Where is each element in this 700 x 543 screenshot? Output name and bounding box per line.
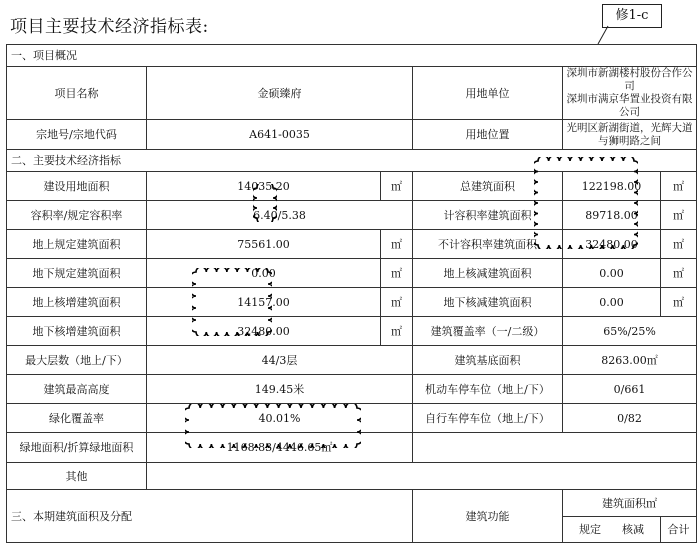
section-row xyxy=(7,45,697,67)
unit-sqm: ㎡ xyxy=(381,230,413,259)
bike-parking-label: 自行车停车位（地上/下） xyxy=(413,404,563,433)
table-row xyxy=(7,317,697,346)
coverage-value: 65%/25% xyxy=(563,317,697,346)
location-value: 光明区新湖街道，光辉大道与狮明路之间 xyxy=(563,120,697,150)
table-row xyxy=(7,433,697,463)
land-user-label: 用地单位 xyxy=(413,67,563,120)
above-rule-label: 地上规定建筑面积 xyxy=(7,230,147,259)
coverage-label: 建筑覆盖率（一/二级） xyxy=(413,317,563,346)
table-row xyxy=(7,230,697,259)
far-label: 容积率/规定容积率 xyxy=(7,201,147,230)
empty-cell xyxy=(413,433,697,463)
total-floor-area-label: 总建筑面积 xyxy=(413,172,563,201)
below-reduce-value: 0.00 xyxy=(563,288,661,317)
land-user-line1: 深圳市新湖楼村股份合作公司 xyxy=(566,67,693,92)
table-row xyxy=(7,201,697,230)
above-increase-value: 14157.00 xyxy=(147,288,381,317)
green-area-value: 1168.83/4446.65㎡ xyxy=(147,433,413,463)
green-rate-value: 40.01% xyxy=(147,404,413,433)
unit-sqm: ㎡ xyxy=(381,172,413,201)
project-name-value: 金硕臻府 xyxy=(147,67,413,120)
above-reduce-label: 地上核减建筑面积 xyxy=(413,259,563,288)
below-increase-label: 地下核增建筑面积 xyxy=(7,317,147,346)
below-increase-value: 32480.00 xyxy=(147,317,381,346)
far-rule: 5.38 xyxy=(281,208,306,222)
car-parking-label: 机动车停车位（地上/下） xyxy=(413,375,563,404)
unit-sqm: ㎡ xyxy=(661,288,697,317)
table-row xyxy=(7,288,697,317)
unit-sqm: ㎡ xyxy=(381,288,413,317)
section-row xyxy=(7,150,697,172)
non-far-value: 32480.00 xyxy=(563,230,661,259)
table-row xyxy=(7,490,697,517)
section-overview: 一、项目概况 xyxy=(7,45,697,67)
unit-sqm: ㎡ xyxy=(381,317,413,346)
phase-subcols xyxy=(563,517,661,543)
car-parking-value: 0/661 xyxy=(563,375,697,404)
page-title: 项目主要技术经济指标表: xyxy=(10,17,209,37)
table-row xyxy=(7,67,697,120)
unit-sqm: ㎡ xyxy=(661,259,697,288)
land-user-value xyxy=(563,67,697,120)
table-row xyxy=(7,346,697,375)
unit-sqm: ㎡ xyxy=(661,172,697,201)
below-rule-value: 0.00 xyxy=(147,259,381,288)
floors-label: 最大层数（地上/下） xyxy=(7,346,147,375)
below-rule-label: 地下规定建筑面积 xyxy=(7,259,147,288)
indicator-table xyxy=(6,44,697,543)
land-user-line2: 深圳市满京华置业投资有限公司 xyxy=(566,93,693,118)
col-reduce-label: 核减 xyxy=(621,523,644,536)
height-value: 149.45米 xyxy=(147,375,413,404)
base-area-value: 8263.00㎡ xyxy=(563,346,697,375)
unit-sqm: ㎡ xyxy=(661,201,697,230)
far-counted-value: 89718.00 xyxy=(563,201,661,230)
far-separator: / xyxy=(277,208,282,222)
total-floor-area-value: 122198.00 xyxy=(563,172,661,201)
bike-parking-value: 0/82 xyxy=(563,404,697,433)
site-area-value: 14035.20 xyxy=(147,172,381,201)
unit-sqm: ㎡ xyxy=(381,259,413,288)
revision-tag: 修1-c xyxy=(602,4,662,28)
below-reduce-label: 地下核减建筑面积 xyxy=(413,288,563,317)
green-area-label: 绿地面积/折算绿地面积 xyxy=(7,433,147,463)
far-value xyxy=(147,201,413,230)
far-actual: 6.40 xyxy=(253,208,278,222)
col-total-label: 合计 xyxy=(661,517,697,543)
parcel-no-value: A641-0035 xyxy=(147,120,413,150)
floors-value: 44/3层 xyxy=(147,346,413,375)
table-row xyxy=(7,259,697,288)
site-area-label: 建设用地面积 xyxy=(7,172,147,201)
green-rate-label: 绿化覆盖率 xyxy=(7,404,147,433)
phase-area-label: 建筑面积㎡ xyxy=(563,490,697,517)
above-increase-label: 地上核增建筑面积 xyxy=(7,288,147,317)
height-label: 建筑最高高度 xyxy=(7,375,147,404)
unit-sqm: ㎡ xyxy=(661,230,697,259)
section-current-phase: 三、本期建筑面积及分配 xyxy=(7,490,413,543)
parcel-no-label: 宗地号/宗地代码 xyxy=(7,120,147,150)
table-row xyxy=(7,463,697,490)
table-row xyxy=(7,120,697,150)
other-value xyxy=(147,463,697,490)
above-rule-value: 75561.00 xyxy=(147,230,381,259)
building-function-label: 建筑功能 xyxy=(413,490,563,543)
above-reduce-value: 0.00 xyxy=(563,259,661,288)
table-row xyxy=(7,375,697,404)
other-label: 其他 xyxy=(7,463,147,490)
table-row xyxy=(7,404,697,433)
location-label: 用地位置 xyxy=(413,120,563,150)
non-far-label: 不计容积率建筑面积 xyxy=(413,230,563,259)
base-area-label: 建筑基底面积 xyxy=(413,346,563,375)
col-rule-label: 规定 xyxy=(579,523,601,536)
far-counted-label: 计容积率建筑面积 xyxy=(413,201,563,230)
section-indicators: 二、主要技术经济指标 xyxy=(7,150,697,172)
project-name-label: 项目名称 xyxy=(7,67,147,120)
table-row xyxy=(7,172,697,201)
